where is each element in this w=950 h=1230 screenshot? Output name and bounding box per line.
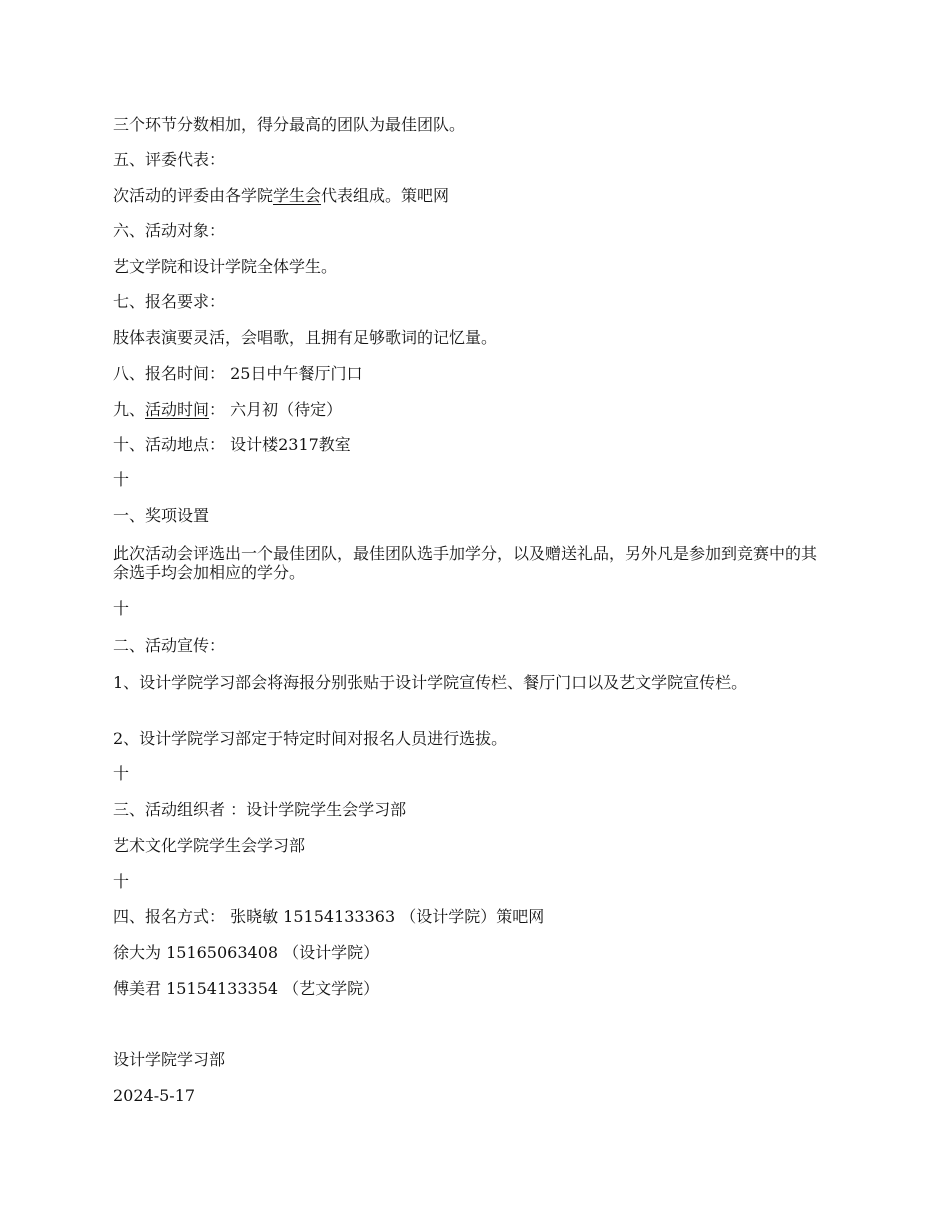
heading-awards: 一、奖项设置: [113, 506, 210, 525]
text-line-ten: 十: [113, 872, 130, 891]
text-paragraph-promotion-1: 1、设计学院学习部会将海报分别张贴于设计学院宣传栏、餐厅门口以及艺文学院宣传栏。: [113, 673, 748, 692]
text-line-contact-2: 徐大为 15165063408 （设计学院）: [113, 943, 380, 962]
text-line-activity-time: [113, 400, 823, 419]
text-line-ten: 十: [113, 470, 130, 489]
text-fragment: 次活动的评委由各学院: [113, 186, 274, 205]
signature-date: 2024-5-17: [113, 1086, 196, 1105]
text-line-location: 十、活动地点： 设计楼2317教室: [113, 435, 351, 454]
text-line-signup-time: 八、报名时间： 25日中午餐厅门口: [113, 364, 363, 383]
text-line-organizer-2: 艺术文化学院学生会学习部: [113, 836, 306, 855]
text-line-contact-3: 傅美君 15154133354 （艺文学院）: [113, 979, 380, 998]
heading-promotion: 二、活动宣传：: [113, 636, 226, 655]
text-line-ten: 十: [113, 764, 130, 783]
activity-time-link[interactable]: 活动时间: [145, 400, 210, 419]
text-line-requirements: 肢体表演要灵活，会唱歌，且拥有足够歌词的记忆量。: [113, 328, 498, 347]
text-fragment: 九、: [113, 400, 146, 419]
heading-judges: 五、评委代表：: [113, 150, 226, 169]
text-paragraph-awards: 此次活动会评选出一个最佳团队，最佳团队选手加学分，以及赠送礼品，另外凡是参加到竞赛中的其余选手均会加相应的学分。: [113, 544, 818, 582]
text-line-judges: [113, 186, 823, 205]
text-line-organizer: 三、活动组织者 ：设计学院学生会学习部: [113, 800, 407, 819]
signature-department: 设计学院学习部: [113, 1050, 226, 1069]
text-line-contact-1: 四、报名方式： 张晓敏 15154133363 （设计学院）策吧网: [113, 907, 545, 926]
text-fragment: 代表组成。策吧网: [321, 186, 450, 205]
text-line-ten: 十: [113, 599, 130, 618]
text-line-promotion-2: 2、设计学院学习部定于特定时间对报名人员进行选拔。: [113, 729, 508, 748]
student-union-link[interactable]: 学生会: [273, 186, 322, 205]
text-line-audience: 艺文学院和设计学院全体学生。: [113, 257, 338, 276]
heading-requirements: 七、报名要求：: [113, 292, 226, 311]
text-fragment: ： 六月初（待定）: [209, 400, 343, 419]
heading-audience: 六、活动对象：: [113, 221, 226, 240]
text-line-scoring: 三个环节分数相加，得分最高的团队为最佳团队。: [113, 115, 466, 134]
